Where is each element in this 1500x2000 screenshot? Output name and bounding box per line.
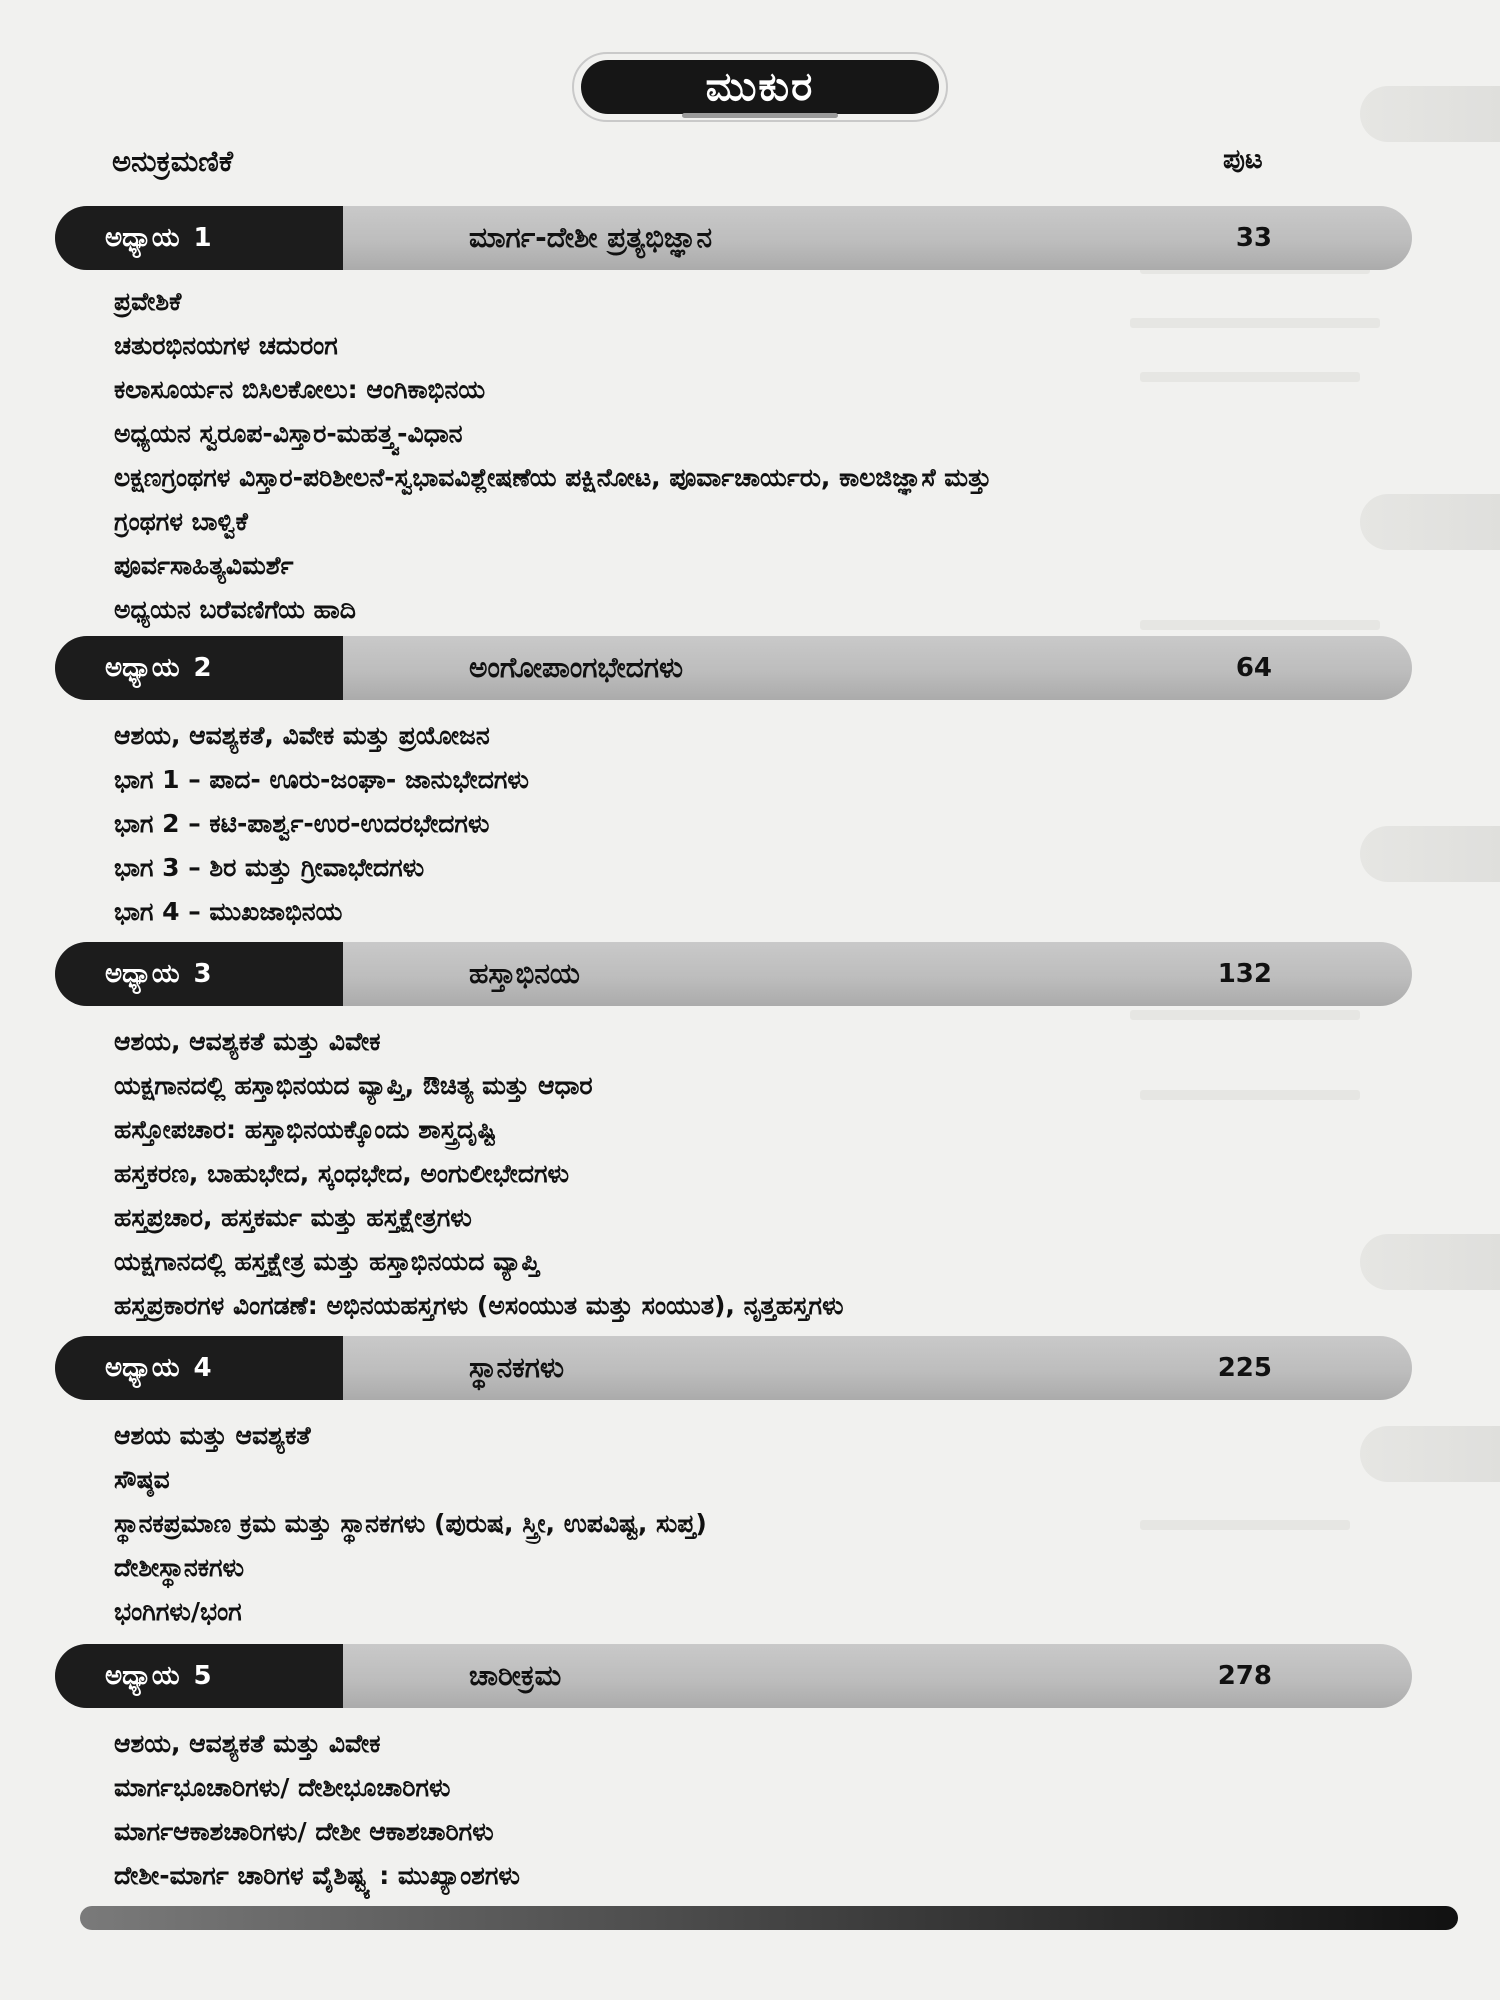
chapter-label: ಅಧ್ಯಾಯ	[105, 958, 180, 989]
toc-entry[interactable]: ಚತುರಭಿನಯಗಳ ಚದುರಂಗ	[114, 331, 338, 360]
chapter-page-number: 64	[1235, 653, 1272, 683]
toc-entry[interactable]: ದೇಶೀಸ್ಥಾನಕಗಳು	[114, 1553, 245, 1582]
chapter-title: ಚಾರೀಕ್ರಮ	[469, 1659, 562, 1692]
bleed-through-band	[1360, 826, 1500, 882]
chapter-page-number: 278	[1217, 1661, 1272, 1691]
toc-entry[interactable]: ಆಶಯ, ಆವಶ್ಯಕತೆ ಮತ್ತು ವಿವೇಕ	[114, 1729, 381, 1758]
toc-entry[interactable]: ಹಸ್ತೋಪಚಾರ: ಹಸ್ತಾಭಿನಯಕ್ಕೊಂದು ಶಾಸ್ತ್ರದೃಷ್ಟಿ	[114, 1115, 497, 1144]
bleed-through-line	[1130, 1010, 1360, 1020]
chapter-page-number: 225	[1217, 1353, 1272, 1383]
toc-entry[interactable]: ಯಕ್ಷಗಾನದಲ್ಲಿ ಹಸ್ತಕ್ಷೇತ್ರ ಮತ್ತು ಹಸ್ತಾಭಿನಯದ ವ್ಯಾಪ್ತಿ	[114, 1247, 540, 1276]
bleed-through-band	[1360, 494, 1500, 550]
bleed-through-band	[1360, 86, 1500, 142]
toc-entry[interactable]: ಪ್ರವೇಶಿಕೆ	[114, 287, 182, 316]
toc-entry[interactable]: ಕಲಾಸೂರ್ಯನ ಬಿಸಿಲಕೋಲು: ಆಂಗಿಕಾಭಿನಯ	[114, 375, 486, 404]
chapter-4-entries	[114, 1414, 707, 1634]
toc-entry[interactable]: ಮಾರ್ಗಭೂಚಾರಿಗಳು/ ದೇಶೀಭೂಚಾರಿಗಳು	[114, 1773, 451, 1802]
chapter-label: ಅಧ್ಯಾಯ	[105, 652, 180, 683]
chapter-label: ಅಧ್ಯಾಯ	[105, 1352, 180, 1383]
toc-entry[interactable]: ಭಾಗ 4 – ಮುಖಜಾಭಿನಯ	[114, 897, 343, 926]
toc-entry[interactable]: ಪೂರ್ವಸಾಹಿತ್ಯವಿಮರ್ಶೆ	[114, 551, 294, 580]
chapter-3-bar[interactable]	[55, 942, 1412, 1006]
bleed-through-band	[1360, 1234, 1500, 1290]
chapter-tag	[55, 206, 343, 270]
chapter-tag	[55, 1644, 343, 1708]
chapter-title: ಸ್ಥಾನಕಗಳು	[469, 1351, 565, 1384]
bleed-through-line	[1140, 372, 1360, 382]
chapter-number: 5	[193, 1661, 212, 1691]
toc-entry[interactable]: ಗ್ರಂಥಗಳ ಬಾಳ್ವಿಕೆ	[114, 507, 248, 536]
chapter-1-entries	[114, 280, 991, 632]
chapter-5-bar[interactable]	[55, 1644, 1412, 1708]
page-title-pill	[572, 52, 948, 122]
chapter-tag	[55, 636, 343, 700]
toc-heading: ಅನುಕ್ರಮಣಿಕೆ	[112, 144, 234, 178]
bleed-through-line	[1140, 1520, 1350, 1530]
chapter-2-bar[interactable]	[55, 636, 1412, 700]
chapter-tag	[55, 942, 343, 1006]
toc-entry[interactable]: ಭಾಗ 3 – ಶಿರ ಮತ್ತು ಗ್ರೀವಾಭೇದಗಳು	[114, 853, 425, 882]
toc-entry[interactable]: ಮಾರ್ಗಆಕಾಶಚಾರಿಗಳು/ ದೇಶೀ ಆಕಾಶಚಾರಿಗಳು	[114, 1817, 494, 1846]
toc-entry[interactable]: ಯಕ್ಷಗಾನದಲ್ಲಿ ಹಸ್ತಾಭಿನಯದ ವ್ಯಾಪ್ತಿ, ಔಚಿತ್ಯ ಮತ್ತು ಆಧಾರ	[114, 1071, 593, 1100]
chapter-number: 2	[193, 653, 212, 683]
chapter-number: 1	[193, 223, 212, 253]
toc-entry[interactable]: ಲಕ್ಷಣಗ್ರಂಥಗಳ ವಿಸ್ತಾರ-ಪರಿಶೀಲನೆ-ಸ್ವಭಾವವಿಶ್ಲೇಷಣೆಯ ಪಕ್ಷಿನೋಟ, ಪೂರ್ವಾಚಾರ್ಯರು, ಕಾಲಜಿಜ್ಞಾಸೆ ಮತ್ತು	[114, 463, 992, 492]
chapter-number: 3	[193, 959, 212, 989]
chapter-page-number: 33	[1235, 223, 1272, 253]
chapter-page-number: 132	[1217, 959, 1272, 989]
chapter-title: ಅಂಗೋಪಾಂಗಭೇದಗಳು	[469, 651, 684, 684]
title-underline	[682, 113, 838, 118]
toc-entry[interactable]: ಅಧ್ಯಯನ ಬರೆವಣಿಗೆಯ ಹಾದಿ	[114, 595, 356, 624]
chapter-title: ಮಾರ್ಗ-ದೇಶೀ ಪ್ರತ್ಯಭಿಜ್ಞಾನ	[469, 221, 713, 254]
toc-entry[interactable]: ಸ್ಥಾನಕಪ್ರಮಾಣ ಕ್ರಮ ಮತ್ತು ಸ್ಥಾನಕಗಳು (ಪುರುಷ, ಸ್ತ್ರೀ, ಉಪವಿಷ್ಟ, ಸುಪ್ತ)	[114, 1509, 707, 1538]
toc-entry[interactable]: ಹಸ್ತಪ್ರಕಾರಗಳ ವಿಂಗಡಣೆ: ಅಭಿನಯಹಸ್ತಗಳು (ಅಸಂಯುತ ಮತ್ತು ಸಂಯುತ), ನೃತ್ತಹಸ್ತಗಳು	[114, 1291, 844, 1320]
chapter-2-entries	[114, 714, 529, 934]
bleed-through-line	[1130, 318, 1380, 328]
chapter-5-entries	[114, 1722, 520, 1898]
toc-entry[interactable]: ಅಧ್ಯಯನ ಸ್ವರೂಪ-ವಿಸ್ತಾರ-ಮಹತ್ತ್ವ-ವಿಧಾನ	[114, 419, 463, 448]
toc-entry[interactable]: ಭಂಗಿಗಳು/ಭಂಗ	[114, 1597, 242, 1626]
chapter-label: ಅಧ್ಯಾಯ	[105, 1660, 180, 1691]
page-column-heading: ಪುಟ	[1223, 144, 1263, 175]
chapter-1-bar[interactable]	[55, 206, 1412, 270]
toc-entry[interactable]: ಭಾಗ 1 – ಪಾದ- ಊರು-ಜಂಘಾ- ಜಾನುಭೇದಗಳು	[114, 765, 529, 794]
toc-entry[interactable]: ಸೌಷ್ಠವ	[114, 1465, 170, 1494]
page-title: ಮುಕುರ	[581, 60, 939, 114]
toc-entry[interactable]: ದೇಶೀ-ಮಾರ್ಗ ಚಾರಿಗಳ ವೈಶಿಷ್ಟ್ಯ : ಮುಖ್ಯಾಂಶಗಳು	[114, 1861, 520, 1890]
chapter-number: 4	[193, 1353, 212, 1383]
toc-entry[interactable]: ಆಶಯ ಮತ್ತು ಆವಶ್ಯಕತೆ	[114, 1421, 311, 1450]
toc-entry[interactable]: ಹಸ್ತಪ್ರಚಾರ, ಹಸ್ತಕರ್ಮ ಮತ್ತು ಹಸ್ತಕ್ಷೇತ್ರಗಳು	[114, 1203, 472, 1232]
bleed-through-line	[1140, 620, 1380, 630]
chapter-title: ಹಸ್ತಾಭಿನಯ	[469, 957, 580, 990]
chapter-3-entries	[114, 1020, 844, 1328]
chapter-tag	[55, 1336, 343, 1400]
toc-entry[interactable]: ಭಾಗ 2 – ಕಟಿ-ಪಾರ್ಶ್ವ-ಉರ-ಉದರಭೇದಗಳು	[114, 809, 490, 838]
chapter-4-bar[interactable]	[55, 1336, 1412, 1400]
toc-entry[interactable]: ಆಶಯ, ಆವಶ್ಯಕತೆ, ವಿವೇಕ ಮತ್ತು ಪ್ರಯೋಜನ	[114, 721, 490, 750]
footer-rule	[80, 1906, 1458, 1930]
bleed-through-line	[1140, 1090, 1360, 1100]
chapter-label: ಅಧ್ಯಾಯ	[105, 222, 180, 253]
bleed-through-band	[1360, 1426, 1500, 1482]
toc-entry[interactable]: ಹಸ್ತಕರಣ, ಬಾಹುಭೇದ, ಸ್ಕಂಧಭೇದ, ಅಂಗುಲೀಭೇದಗಳು	[114, 1159, 570, 1188]
toc-entry[interactable]: ಆಶಯ, ಆವಶ್ಯಕತೆ ಮತ್ತು ವಿವೇಕ	[114, 1027, 381, 1056]
